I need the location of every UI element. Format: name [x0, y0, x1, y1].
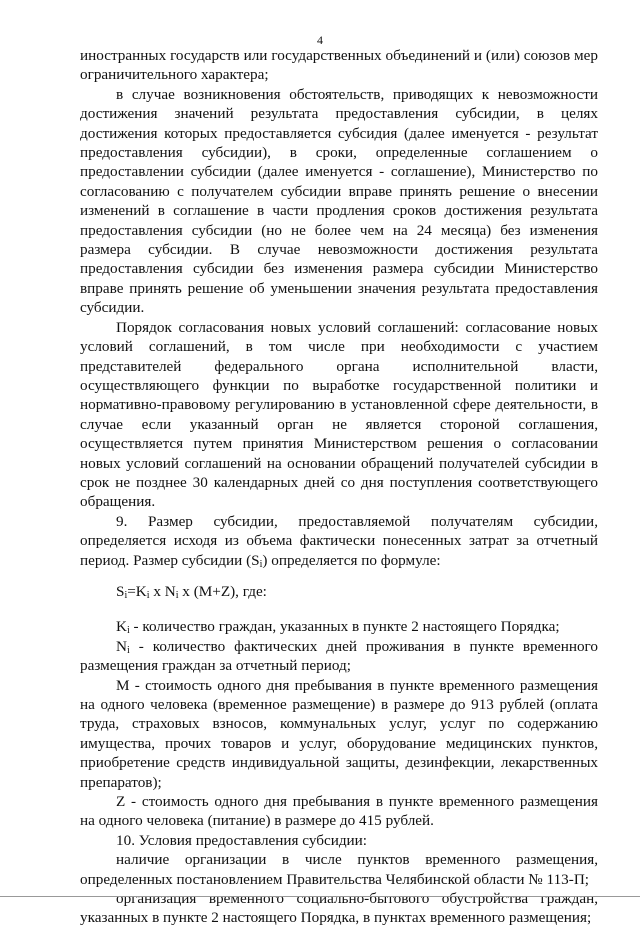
clause-10-title: 10. Условия предоставления субсидии:: [116, 831, 368, 849]
condition-2: организация временного социально-бытового обустройства граждан, указанных в пункте 2 настоящего Порядка, в пунктах временного размещения;: [80, 890, 598, 927]
definition-n: $N_i$ - количество фактических дней проживания в пункте временного размещения граждан за отчетный период;: [80, 637, 598, 675]
page-number: 4: [317, 33, 323, 47]
paragraph-agreement-procedure: Порядок согласования новых условий соглашений: согласование новых условий соглашений, в том числе при необходимости с участием представителей федерального органа исполнительной власти, осуществляющего функции по выработке государственной политики и нормативно-правовому регулированию в установленной сфере деятельности, в случае если указанный орган не является стороной соглашения, осуществляется путем принятия Министерством решения о согласовании новых условий соглашений на основании обращений получателей субсидии в срок не позднее 30 календарных дней со дня поступления соответствующего обращения.: [80, 318, 598, 511]
definition-k: $K_i$ - количество граждан, указанных в пункте 2 настоящего Порядка;: [116, 618, 560, 637]
document-body: [80, 46, 598, 928]
paragraph-circumstances: в случае возникновения обстоятельств, приводящих к невозможности достижения значений результата предоставления субсидии, в целях достижения которых предоставляется субсидия (далее именуется - результат предоставления субсидии), в сроки, определенные соглашением о предоставлении субсидии (далее именуется - соглашение), Министерство по согласованию с получателем субсидии вправе принять решение о внесении изменений в соглашение в части продления сроков достижения результата предоставления субсидии (но не более чем на 24 месяца) без изменения размера субсидии. В случае невозможности достижения результата предоставления субсидии без изменения размера субсидии Министерство вправе принять решение об уменьшении значения результата предоставления субсидии.: [80, 85, 598, 317]
clause-9: 9. Размер субсидии, предоставляемой получателям субсидии, определяется исходя из объема фактически понесенных затрат за отчетный период. Размер субсидии $(S_i)$ определяется по формуле:: [80, 512, 598, 570]
definition-m: М - стоимость одного дня пребывания в пункте временного размещения на одного человека (временное размещение) в размере до 913 рублей (оплата труда, страховых взносов, коммунальных услуг, услуг по содержанию имущества, прочих товаров и услуг, оборудование медицинских пунктов, приобретение средств индивидуальной защиты, дезинфекции, лекарственных препаратов);: [80, 676, 598, 791]
condition-1: наличие организации в числе пунктов временного размещения, определенных постановлением Правительства Челябинской области № 113-П;: [80, 851, 598, 888]
subsidy-formula: $S_i=K_i$ x $N_i$ x (M+Z), где:: [116, 582, 267, 601]
paragraph-foreign-states: иностранных государств или государственных объединений и (или) союзов мер ограничительного характера;: [80, 47, 598, 84]
definition-z: Z - стоимость одного дня пребывания в пункте временного размещения на одного человека (питание) в размере до 415 рублей.: [80, 793, 598, 830]
page-bottom-rule: [0, 896, 640, 897]
